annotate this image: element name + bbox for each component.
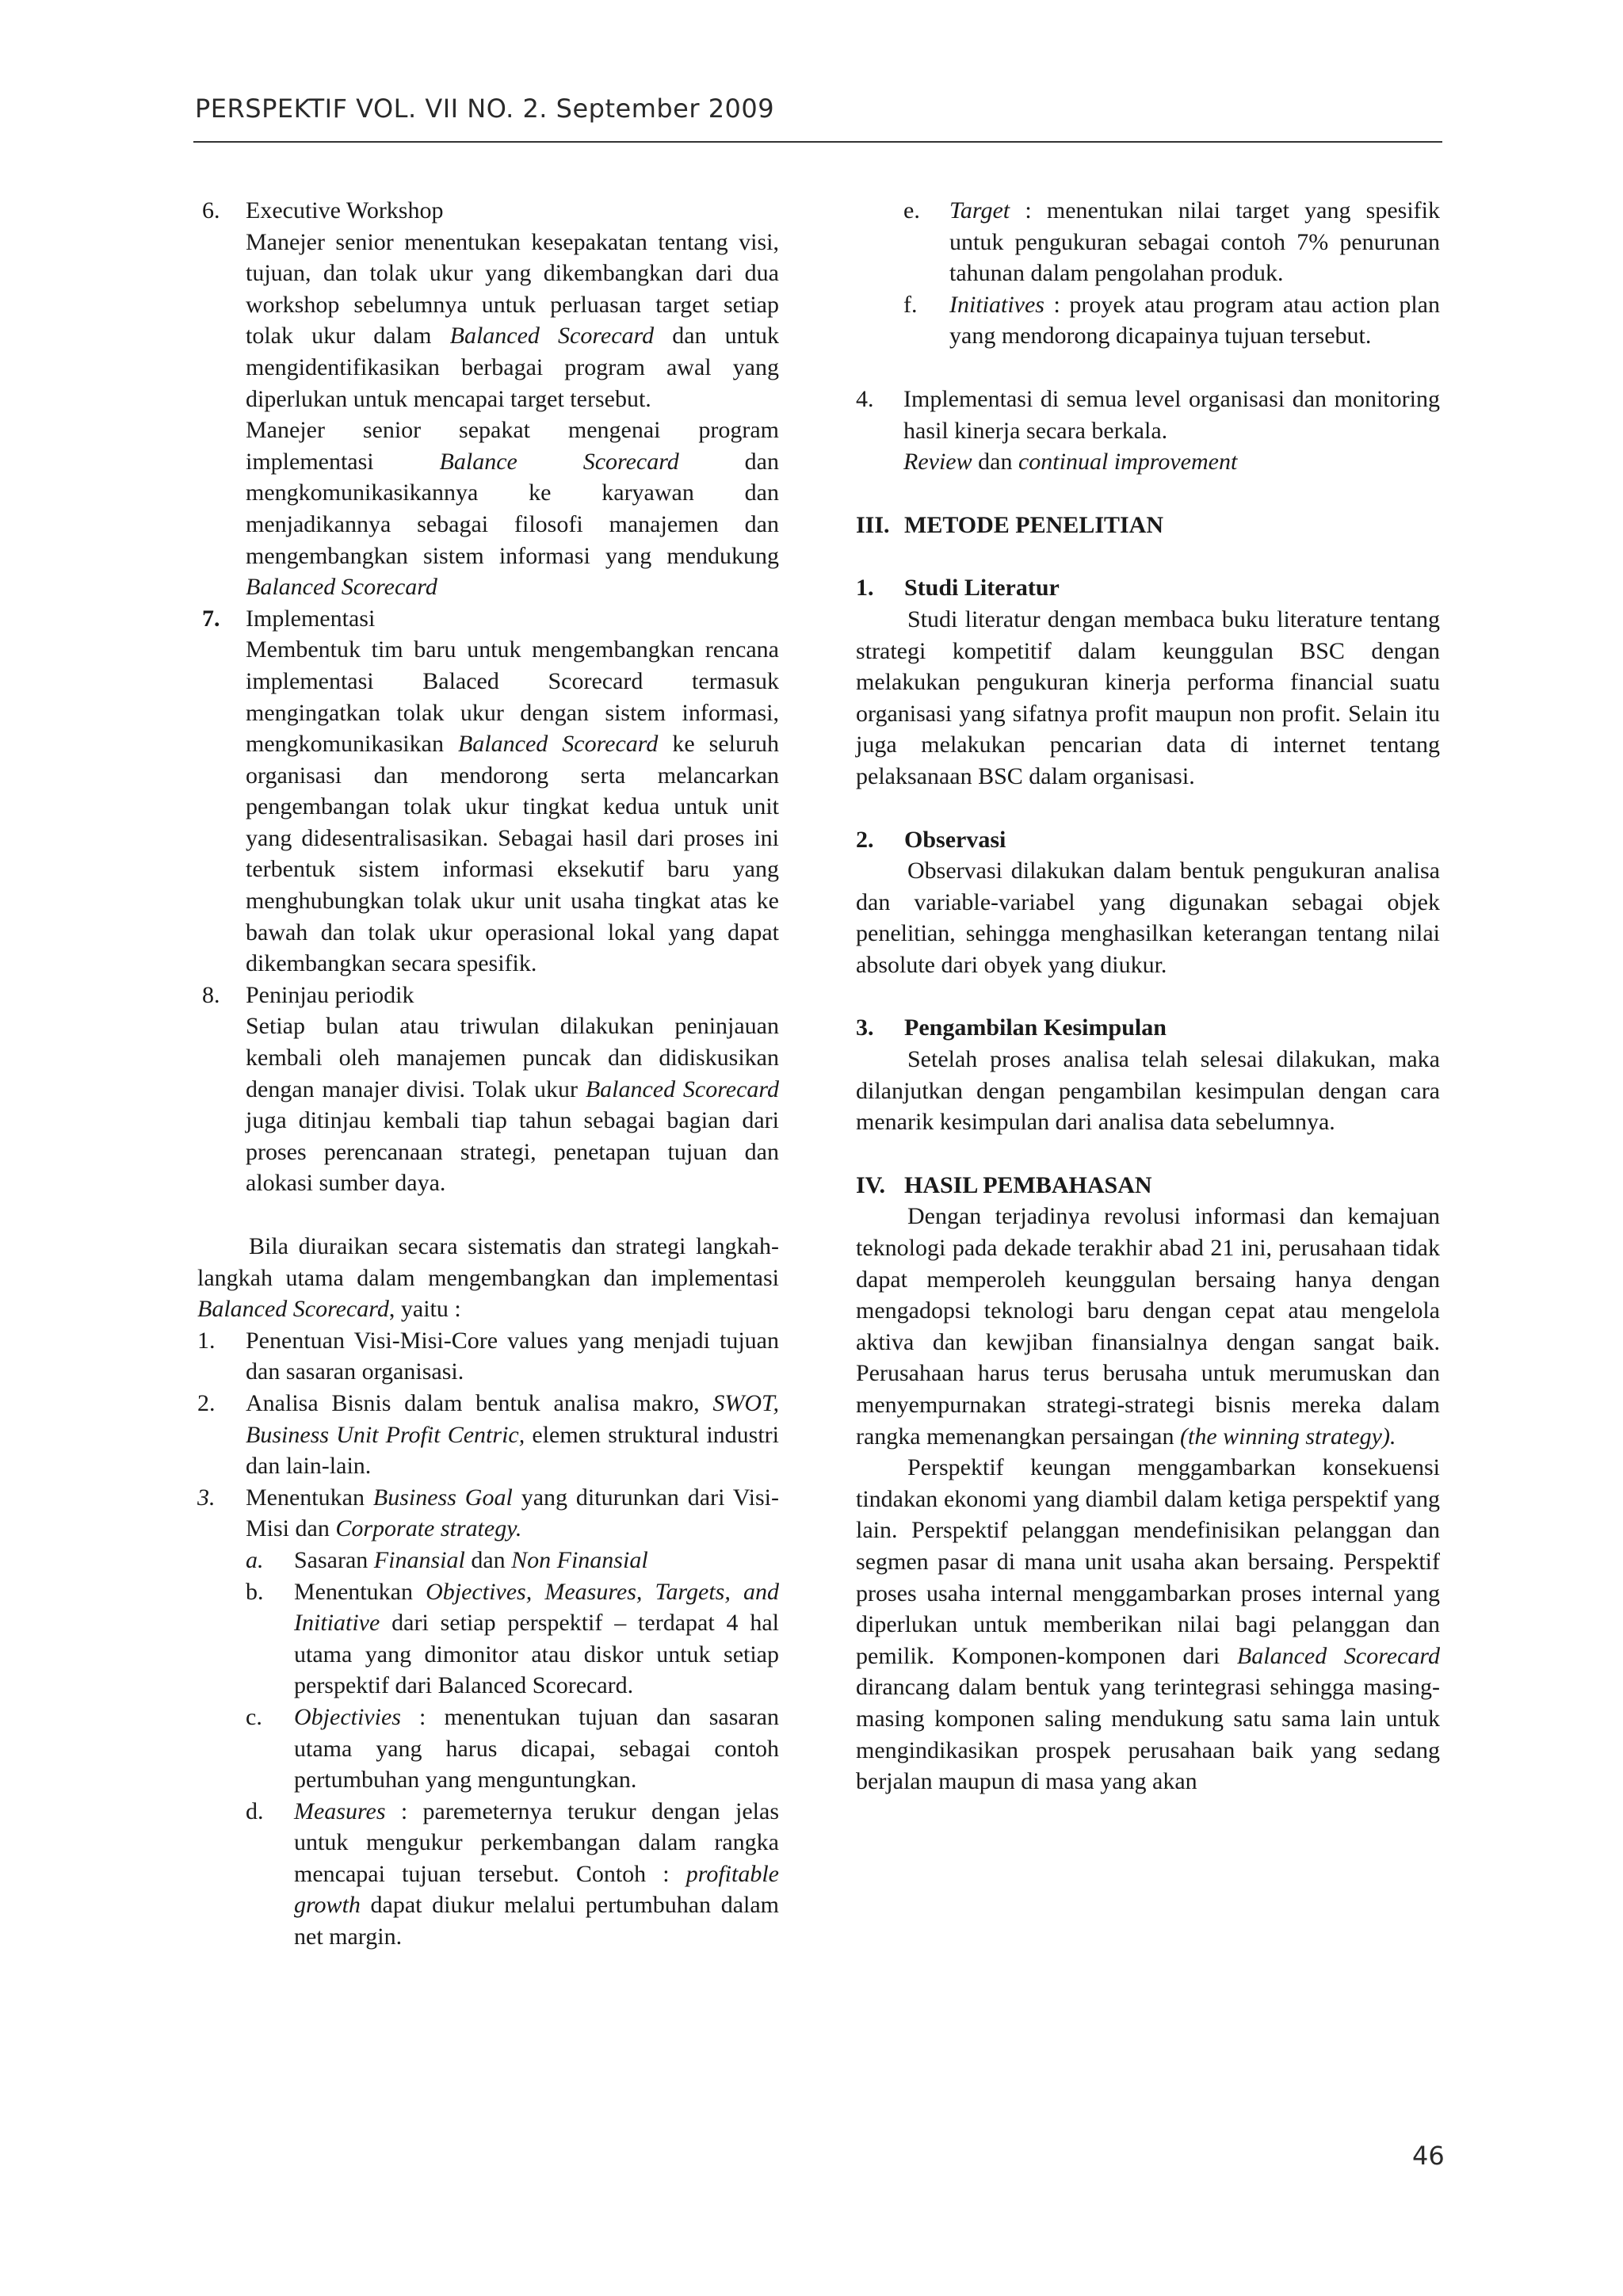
right-column [856, 195, 1440, 1797]
list [856, 384, 1440, 478]
sub-item-text: Objectivies : menentukan tujuan dan sasaran utama yang harus dicapai, sebagai contoh pertumbuhan yang menguntungkan. [294, 1703, 779, 1794]
paragraph: Perspektif keungan menggambarkan konsekuensi tindakan ekonomi yang diambil dalam ketiga perspektif yang lain. Perspektif pelanggan mendefinisikan pelanggan dan segmen pasar di mana unit usaha akan bersaing. Perspektif proses usaha internal menggambarkan proses internal yang diperlukan untuk memberikan nilai bagi pelanggan dan pemilik. Komponen-komponen dari Balanced Scorecard dirancang dalam bentuk yang terintegrasi sehingga masing-masing komponen saling mendukung satu sama lain untuk mengindikasikan prospek perusahaan baik yang sedang berjalan maupun di masa yang akan [856, 1454, 1440, 1795]
section-heading: III. METODE PENELITIAN [856, 511, 1164, 538]
sub-item-text: Menentukan Objectives, Measures, Targets, and Initiative dari setiap perspektif – terdapat 4 hal utama yang dimonitor atau diskor untuk setiap perspektif dari Balanced Scorecard. [294, 1578, 779, 1699]
paragraph: Manejer senior sepakat mengenai program implementasi Balance Scorecard dan mengkomunikasikannya ke karyawan dan menjadikannya sebagai filosofi manajemen dan mengembangkan sistem informasi yang mendukung Balanced Scorecard [246, 417, 779, 601]
item-text: Menentukan Business Goal yang diturunkan dari Visi-Misi dan Corporate strategy. [246, 1484, 779, 1542]
item-number: 6. [202, 197, 220, 223]
running-header: PERSPEKTIF VOL. VII NO. 2. September 2009 [195, 94, 775, 124]
subsection-heading: 1. Studi Literatur [856, 575, 1060, 602]
paragraph: Observasi dilakukan dalam bentuk pengukuran analisa dan variable-variabel yang digunakan sebagai objek penelitian, sehingga menghasilkan keterangan tentang nilai absolute dari obyek yang diukur. [856, 858, 1440, 978]
list-item [197, 1325, 779, 1388]
paragraph: Studi literatur dengan membaca buku literature tentang strategi kompetitif dalam keunggulan BSC dengan melakukan pengukuran kinerja performa financial suatu organisasi yang sifatnya profit maupun non profit. Selain itu juga melakukan pencarian data di internet tentang pelaksanaan BSC dalam organisasi. [856, 606, 1440, 789]
list-item-implementasi [197, 603, 779, 980]
item-number: 1. [197, 1327, 216, 1354]
list-item-peninjau-periodik [197, 980, 779, 1199]
item-title: Peninjau periodik [246, 981, 414, 1008]
section-heading: IV. HASIL PEMBAHASAN [856, 1171, 1152, 1198]
item-title: Implementasi [246, 605, 376, 632]
sub-item [246, 1796, 779, 1953]
sub-list [856, 195, 1440, 352]
sub-item [903, 289, 1440, 352]
paragraph: Dengan terjadinya revolusi informasi dan kemajuan teknologi pada dekade terakhir abad 21 ini, perusahaan tidak dapat memperoleh keunggulan bersaing hanya dengan mengadopsi teknologi baru dengan cepat atau mengelola aktiva dan kewjiban finansialnya dengan sangat baik. Perusahaan harus terus berusaha untuk merumuskan dan menyempurnakan strategi-strategi bisnis mereka dalam rangka memenangkan persaingan (the winning strategy). [856, 1203, 1440, 1450]
sub-item-letter: f. [903, 291, 918, 318]
item-number: 2. [197, 1389, 216, 1416]
paragraph: Setelah proses analisa telah selesai dilakukan, maka dilanjutkan dengan pengambilan kesimpulan dengan cara menarik kesimpulan dari analisa data sebelumnya. [856, 1046, 1440, 1136]
item-number: 3. [197, 1484, 216, 1511]
sub-item [246, 1702, 779, 1796]
sub-item-letter: e. [903, 197, 920, 223]
sub-item-letter: a. [246, 1546, 264, 1573]
sub-item-text: Measures : paremeternya terukur dengan jelas untuk mengukur perkembangan dalam rangka mencapai tujuan tersebut. Contoh : profitable growth dapat diukur melalui pertumbuhan dalam net margin. [294, 1797, 779, 1950]
header-rule [193, 141, 1442, 143]
sub-item-text: Sasaran Finansial dan Non Finansial [294, 1546, 648, 1573]
paragraph: Manejer senior menentukan kesepakatan tentang visi, tujuan, dan tolak ukur yang dikembangkan dari dua workshop sebelumnya untuk perluasan target setiap tolak ukur dalam Balanced Scorecard dan untuk mengidentifikasikan berbagai program awal yang diperlukan untuk mencapai target tersebut. [246, 228, 779, 412]
left-column [197, 195, 779, 1953]
sub-item-letter: d. [246, 1797, 264, 1824]
paragraph: Membentuk tim baru untuk mengembangkan rencana implementasi Balaced Scorecard termasuk mengingatkan tolak ukur dengan sistem informasi, mengkomunikasikan Balanced Scorecard ke seluruh organisasi dan mendorong serta melancarkan pengembangan tolak ukur tingkat kedua untuk unit yang didesentralisasikan. Sebagai hasil dari proses ini terbentuk sistem informasi eksekutif baru yang menghubungkan tolak ukur unit usaha tingkat atas ke bawah dan tolak ukur operasional lokal yang dapat dikembangkan secara spesifik. [246, 636, 779, 977]
item-number: 4. [856, 385, 874, 412]
subsection-heading: 3. Pengambilan Kesimpulan [856, 1014, 1167, 1041]
list-item [856, 384, 1440, 478]
list-item [197, 1388, 779, 1482]
subsection-heading: 2. Observasi [856, 826, 1006, 853]
item-text: Analisa Bisnis dalam bentuk analisa makro, SWOT, Business Unit Profit Centric, elemen struktural industri dan lain-lain. [246, 1389, 780, 1480]
list-item-executive-workshop [197, 195, 779, 603]
paragraph-intro: Bila diuraikan secara sistematis dan strategi langkah-langkah utama dalam mengembangkan dan implementasi Balanced Scorecard, yaitu : [197, 1233, 779, 1323]
item-number: 8. [202, 981, 220, 1008]
item-text: Penentuan Visi-Misi-Core values yang menjadi tujuan dan sasaran organisasi. [246, 1327, 779, 1385]
sub-item [246, 1576, 779, 1702]
sub-item [903, 195, 1440, 289]
paragraph: Setiap bulan atau triwulan dilakukan peninjauan kembali oleh manajemen puncak dan didiskusikan dengan manajer divisi. Tolak ukur Balanced Scorecard juga ditinjau kembali tiap tahun sebagai bagian dari proses perencanaan strategi, penetapan tujuan dan alokasi sumber daya. [246, 1013, 779, 1197]
sub-list [197, 1545, 779, 1953]
page-number: 46 [1412, 2141, 1445, 2171]
sub-item-letter: b. [246, 1578, 264, 1605]
sub-item-text: Initiatives : proyek atau program atau action plan yang mendorong dicapainya tujuan tersebut. [949, 291, 1440, 350]
sub-item-text: Target : menentukan nilai target yang spesifik untuk pengukuran sebagai contoh 7% penurunan tahunan dalam pengolahan produk. [949, 197, 1440, 287]
sub-item [246, 1545, 779, 1576]
sub-item-letter: c. [246, 1703, 262, 1730]
item-text: Implementasi di semua level organisasi dan monitoring hasil kinerja secara berkala. Review dan continual improvement [903, 385, 1440, 476]
item-number: 7. [202, 605, 220, 632]
item-title: Executive Workshop [246, 197, 444, 223]
list-item [197, 1482, 779, 1545]
